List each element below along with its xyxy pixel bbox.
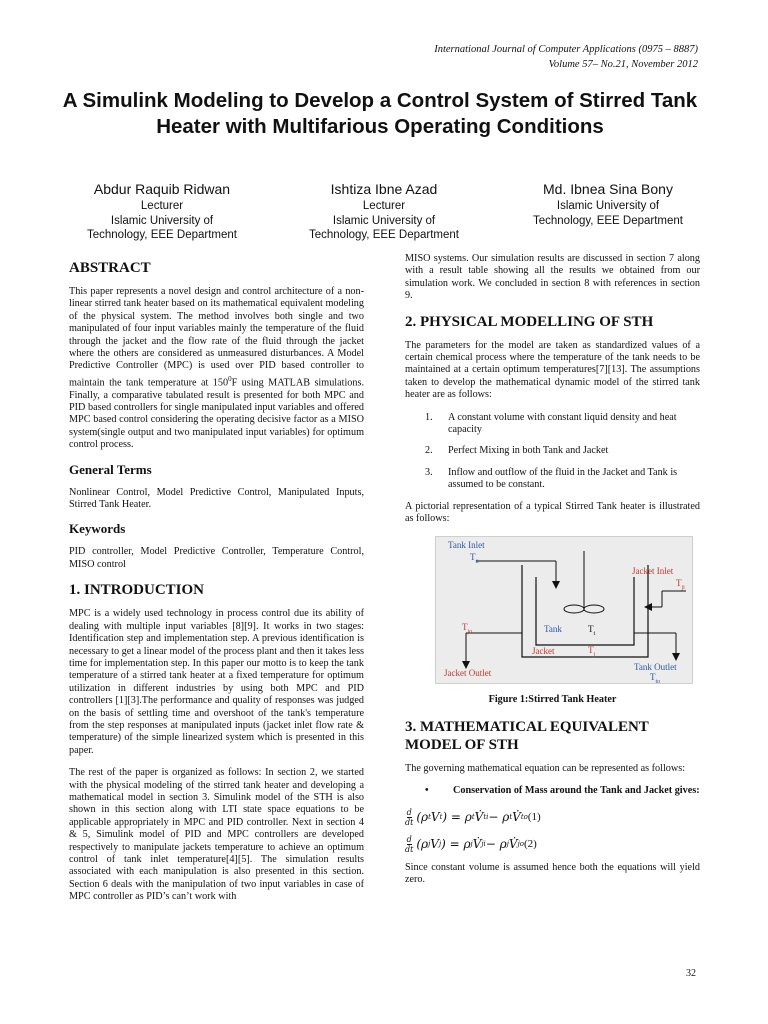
continued-paragraph: MISO systems. Our simulation results are discussed in section 7 along with a result table showing all the results we obtained from our simulation work. We concluded in section 8 with references in section 9. [405,253,700,302]
section3-paragraph: Since constant volume is assumed hence both the equations will yield zero. [405,861,700,886]
list-item: 2. Perfect Mixing in both Tank and Jacket [425,445,609,457]
introduction-paragraph: MPC is a widely used technology in process control due its ability of dealing with multiple input variables [8][9]. It works in two stages: Identification step and implementation step. A previous identification is necessary to get a linear model of the process plant and then it takes less time for implementation step. In this paper our motto is to keep the tank temperature of a stirred tank heater at a fixed temperature for optimum utilization in different industries by using both MPC and PID controllers [1][3].The performance and quality of responses was judged on the basis of settling time and overshoot of the tank's temperature from the step responses at manipulated inputs (jacket inlet flow rate & temperature) of the simple linearized system which is presented in this paper. [69,608,364,756]
author-name: Ishtiza Ibne Azad [330,181,438,197]
stirred-tank-figure [435,536,693,684]
tank-outlet-label: Tank Outlet [634,661,677,672]
tank-inlet-label: Tank Inlet [448,539,485,550]
equation-2: $\frac{d}{dt}$ (ρ j V j ) = ρ j V̇ ji − ρ j V̇ jo (2) [405,834,537,854]
bullet-icon: • [425,785,429,797]
author-block-3 [508,180,708,228]
jacket-label: Jacket [532,645,555,656]
section2-heading: 2. PHYSICAL MODELLING OF STH [405,313,654,330]
list-item: 1. A constant volume with constant liquid density and heat capacity [425,411,677,436]
section3-heading: 3. MATHEMATICAL EQUIVALENT MODEL OF STH [405,718,649,753]
section3-paragraph: The governing mathematical equation can be represented as follows: [405,762,686,774]
author-affiliation: Technology, EEE Department [308,229,459,241]
introduction-heading: 1. INTRODUCTION [69,582,205,599]
tank-label: Tank [544,623,562,634]
section2-paragraph: A pictorial representation of a typical Stirred Tank heater is illustrated as follows: [405,500,700,525]
author-affiliation: Islamic University of [556,200,660,212]
journal-name: International Journal of Computer Applications (0975 – 8887) [434,44,698,55]
introduction-paragraph: The rest of the paper is organized as follows: In section 2, we started with the physical modeling of the stirred tank heater and developing a mathematical model in section 3. Simulink model of the STH is also shown in this section along with LTI state space equations to be applicable appropriately in MPC and PID controller. Next in section 4 & 5, Simulink model of PID and MPC controllers are developed respectively to manipulate jackets temperature to achieve an optimum control of tank inlet temperature[4][5]. The simulation results associated with each manipulation is also presented in this section. Section 6 deals with the manipulation of two input variables in case of MPC controller as PID’s can’t work with [69,767,364,903]
keywords-text: PID controller, Model Predictive Controller, Temperature Control, MISO control [69,546,364,570]
bullet-item: • Conservation of Mass around the Tank and Jacket gives: [425,785,700,797]
author-role: Lecturer [140,200,184,212]
journal-volume: Volume 57– No.21, November 2012 [548,59,698,70]
jacket-outlet-label: Jacket Outlet [444,667,492,678]
abstract-text: This paper represents a novel design and control architecture of a non-linear stirred tank heater based on its mathematical equivalent modeling of the physical system. The method involves both single and two manipulated of four input variables mainly the temperature of the fluid through the jacket and the flow rate of the fluid through the jacket where the others are considered as unmeasured disturbances. A Model Predictive Controller (MPC) is used over PID based controller to maintain the tank temperature at $150^0F$ using MATLAB simulations. Finally, a comparative tabulated result is presented for both MPC and PID based controllers for single manipulated input variables and offered MPC based control considering the operating decisive factor as a MISO system(single output and two manipulated input variables) for optimum control process. [69,286,364,451]
author-name: Md. Ibnea Sina Bony [543,181,673,197]
author-affiliation: Technology, EEE Department [86,229,237,241]
section2-paragraph: The parameters for the model are taken as standardized values of a certain chemical process where the temperature of the tank needs to be maintained at a certain optimum temperatures[7][13]. The assumptions taken to develop the mathematical dynamic model of the stirred tank heater are as follows: [405,339,700,401]
author-role: Lecturer [362,200,406,212]
author-affiliation: Islamic University of [332,214,436,227]
author-name: Abdur Raquib Ridwan [93,181,231,197]
tj-label: $T_j$ [588,644,596,658]
tjo-label: $T_{jo}$ [462,621,473,635]
abstract-heading: ABSTRACT [69,260,151,276]
list-item: 3. Inflow and outflow of the fluid in the Jacket and Tank is assumed to be constant. [425,466,678,491]
author-affiliation: Technology, EEE Department [532,214,683,227]
tto-label: $T_{to}$ [650,671,661,685]
author-block-1 [62,180,262,243]
general-terms-heading: General Terms [69,461,152,477]
right-column [405,253,700,897]
assumption-list [405,412,700,492]
page-number: 32 [686,968,696,979]
general-terms-text: Nonlinear Control, Model Predictive Control, Manipulated Inputs, Stirred Tank Heater. [69,486,364,511]
jacket-inlet-label: Jacket Inlet [632,565,674,576]
tji-label: $T_{ji}$ [676,577,685,591]
journal-header [434,42,698,72]
paper-title: A Simulink Modeling to Develop a Control System of Stirred Tank Heater with Multifarious Operating Conditions [62,89,698,138]
keywords-heading: Keywords [69,521,126,537]
equation-1: $\frac{d}{dt}$ (ρ t V t ) = ρ t V̇ ti − ρ t V̇ to (1) [405,807,541,827]
tti-label: $T_{ti}$ [470,551,479,565]
author-block-2 [284,180,484,243]
author-affiliation: Islamic University of [110,214,214,227]
figure-caption: Figure 1:Stirred Tank Heater [488,693,617,705]
tt-label: $T_t$ [588,623,596,637]
left-column [69,253,364,914]
